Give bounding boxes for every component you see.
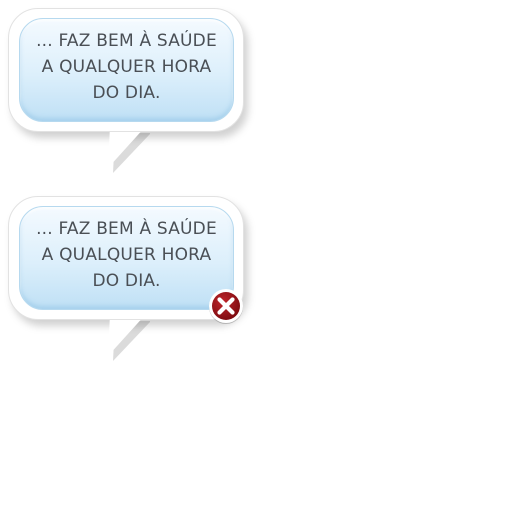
message-line: ... FAZ BEM À SAÚDE [36,219,217,239]
bubble-message [19,216,234,294]
close-icon [208,288,244,324]
bubble-message [19,28,234,106]
message-line: A QUALQUER HORA [41,57,212,77]
bubble-tail [106,314,150,362]
message-line: DO DIA. [92,83,161,103]
bubble-tail [106,126,150,174]
speech-bubble [8,8,244,132]
message-line: ... FAZ BEM À SAÚDE [36,31,217,51]
message-line: DO DIA. [92,271,161,291]
message-line: A QUALQUER HORA [41,245,212,265]
close-button[interactable] [208,288,244,324]
speech-bubble-closable [8,196,244,320]
